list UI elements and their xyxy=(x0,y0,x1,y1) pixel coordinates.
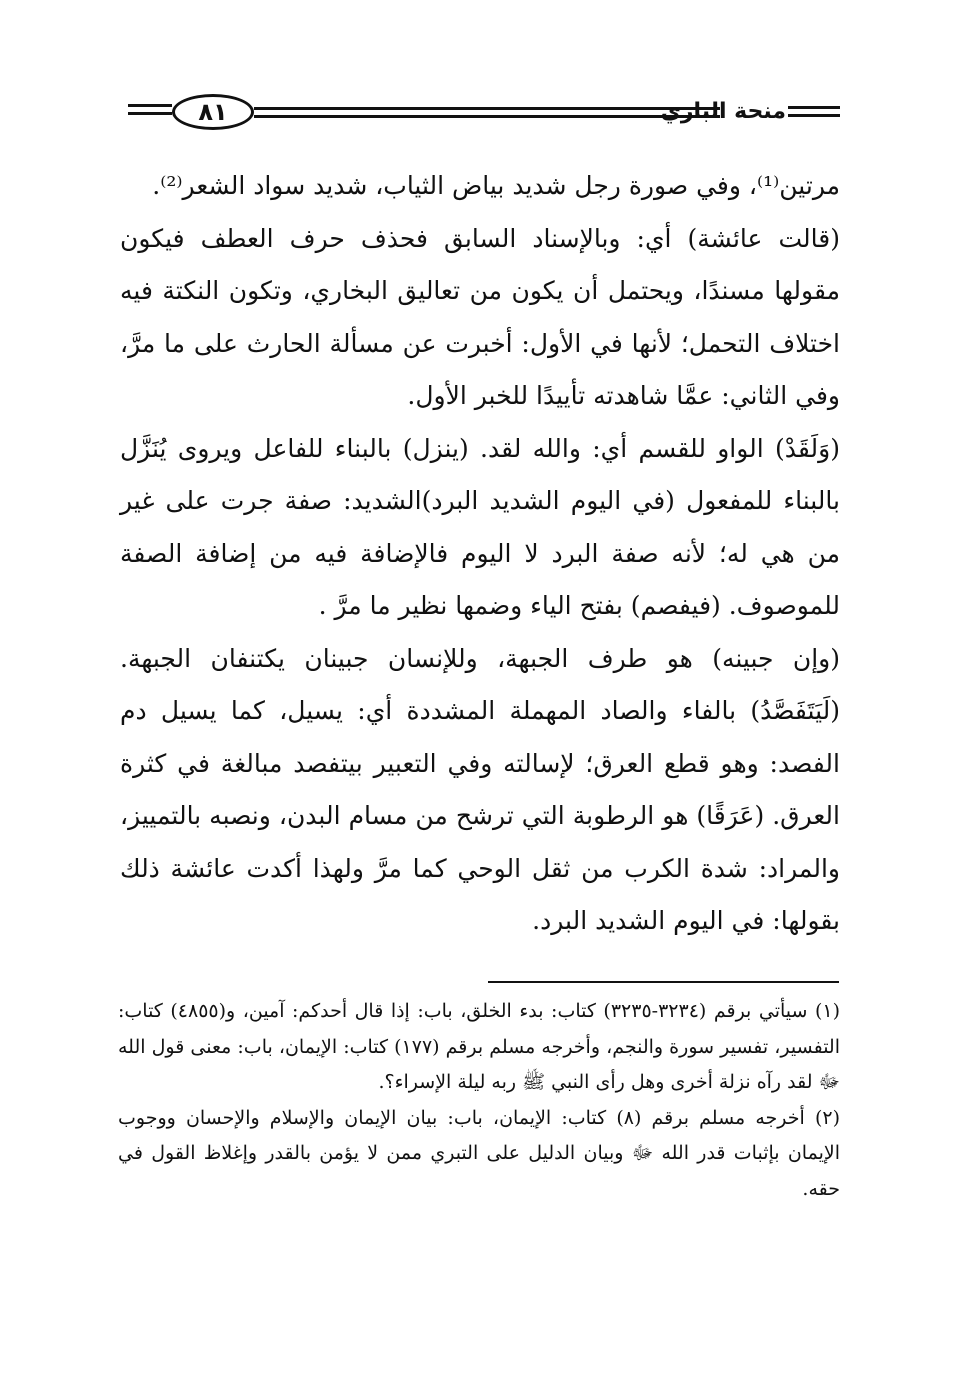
page-number: ٨١ xyxy=(172,94,254,130)
running-header xyxy=(128,94,840,136)
paragraph: (قالت عائشة) أي: وبالإسناد السابق فحذف حرف العطف فيكون مقولها مسندًا، ويحتمل أن يكون من تعاليق البخاري، وتكون النكتة فيه اختلاف التحمل؛ لأنها في الأول: أخبرت عن مسألة الحارث على ما مرَّ، وفي الثاني: عمَّا شاهدته تأييدًا للخبر الأول. xyxy=(120,223,840,410)
header-rule xyxy=(788,106,840,109)
main-text xyxy=(120,160,840,948)
running-title: منحة الباري xyxy=(660,99,786,124)
header-rule xyxy=(254,115,720,118)
paragraph: (وَلَقَدْ) الواو للقسم أي: والله لقد. (ينزل) بالبناء للفاعل ويروى يُنَزَّل بالبناء للمفعول (في اليوم الشديد البرد)الشديد: صفة جرت على غير من هي له؛ لأنه صفة البرد لا اليوم فالإضافة فيه من إضافة الصفة للموصوف. (فيفصم) بفتح الياء وضمها نظير ما مرَّ . xyxy=(120,433,840,620)
footnotes xyxy=(118,994,840,1207)
footnote: (١) سيأتي برقم (٣٢٣٤-٣٢٣٥) كتاب: بدء الخلق، باب: إذا قال أحدكم: آمين، و(٤٨٥٥) كتاب: التفسير، تفسير سورة والنجم، وأخرجه مسلم برقم (١٧٧) كتاب: الإيمان، باب: معنى قول الله ﷻ لقد رآه نزلة أخرى وهل رأى النبي ﷺ ربه ليلة الإسراء؟. xyxy=(118,1000,840,1093)
header-rule xyxy=(128,112,172,115)
header-rule xyxy=(128,104,172,107)
header-rule xyxy=(788,114,840,117)
paragraph: مرتين⁽¹⁾، وفي صورة رجل شديد بياض الثياب، شديد سواد الشعر⁽²⁾. xyxy=(152,171,840,200)
paragraph: (وإن جبينه) هو طرف الجبهة، وللإنسان جبينان يكتنفان الجبهة. (لَيَتَفَصَّدُ) بالفاء والصاد المهملة المشددة أي: يسيل، كما يسيل دم الفصد: وهو قطع العرق؛ لإسالته وفي التعبير بيتفصد مبالغة في كثرة العرق. (عَرَقًا) هو الرطوبة التي ترشح من مسام البدن، ونصبه بالتمييز، والمراد: شدة الكرب من ثقل الوحي كما مرَّ ولهذا أكدت عائشة ذلك بقولها: في اليوم الشديد البرد. xyxy=(120,643,840,935)
header-rule xyxy=(254,107,720,110)
footnote: (٢) أخرجه مسلم برقم (٨) كتاب: الإيمان، باب: بيان الإيمان والإسلام والإحسان ووجوب الإيمان بإثبات قدر الله ﷻ وبيان الدليل على التبري ممن لا يؤمن بالقدر وإغلاظ القول في حقه. xyxy=(118,1106,840,1200)
footnote-separator xyxy=(488,981,839,983)
